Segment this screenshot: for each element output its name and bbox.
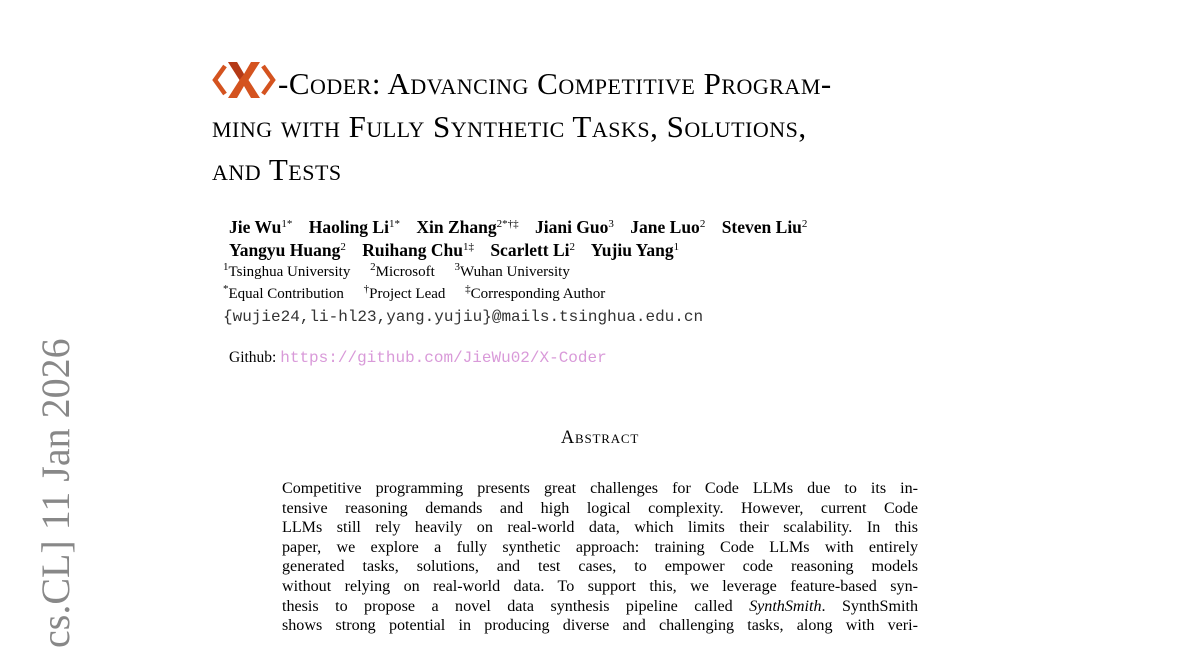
note-text: Equal Contribution — [228, 286, 344, 302]
abstract-line-tail: . SynthSmith — [821, 597, 918, 615]
title-line-1 — [212, 60, 1012, 105]
title-line-1-text: -Coder: Advancing Competitive Program- — [278, 66, 832, 101]
note-sup: † — [363, 283, 370, 295]
author — [591, 240, 679, 260]
affiliation-text: Tsinghua University — [228, 264, 351, 280]
author-sup: 3 — [608, 218, 614, 230]
affiliation-text: Wuhan University — [460, 264, 570, 280]
title-line-2: ming with Fully Synthetic Tasks, Solutions, — [212, 109, 807, 144]
github-line — [229, 349, 607, 367]
author-sup: 2 — [699, 218, 706, 230]
author — [490, 240, 575, 260]
author-sup: 1‡ — [462, 241, 474, 253]
note — [223, 283, 344, 302]
note — [465, 283, 606, 302]
author — [630, 217, 705, 237]
affiliation-sup: 2 — [370, 261, 376, 273]
abstract-line-text: thesis to propose a novel data synthesis pipeline called — [282, 597, 750, 615]
github-link[interactable]: https://github.com/JieWu02/X-Coder — [280, 349, 607, 367]
author-name: Yangyu Huang — [229, 240, 341, 260]
affiliation — [454, 261, 570, 280]
author — [362, 240, 474, 260]
abstract-line: without relying on real-world data. To support this, we leverage feature-based syn- — [282, 577, 918, 595]
affiliation — [370, 261, 435, 280]
author — [229, 240, 346, 260]
author-name: Scarlett Li — [490, 240, 570, 260]
affiliation — [223, 261, 351, 280]
affiliation-sup: 3 — [454, 261, 461, 273]
abstract-line: paper, we explore a fully synthetic approach: training Code LLMs with entirely — [282, 538, 918, 556]
author-sup: 2 — [340, 241, 346, 253]
note — [363, 283, 446, 302]
note-text: Project Lead — [369, 286, 446, 302]
title-line-3: and Tests — [212, 152, 342, 187]
author-name: Steven Liu — [721, 217, 802, 237]
author-sup: 2 — [801, 218, 808, 230]
affiliations — [223, 263, 923, 281]
abstract-line — [282, 597, 918, 617]
abstract-body — [282, 479, 918, 636]
author-sup: 1 — [673, 241, 680, 253]
author — [416, 217, 518, 237]
author-name: Haoling Li — [308, 217, 389, 237]
github-label: Github: — [229, 349, 277, 366]
author-name: Jie Wu — [229, 217, 282, 237]
author-name: Jane Luo — [630, 217, 700, 237]
author-sup: 1* — [281, 218, 293, 230]
arxiv-sidebar-id: cs.CL] 11 Jan 2026 — [33, 338, 78, 648]
author — [535, 217, 614, 237]
contribution-notes — [223, 285, 923, 303]
affiliation-text: Microsoft — [375, 264, 435, 280]
author-list — [229, 216, 989, 262]
note-sup: * — [223, 283, 229, 295]
author — [229, 217, 292, 237]
abstract-line: LLMs still rely heavily on real-world data, which limits their scalability. In this — [282, 519, 918, 537]
author — [722, 217, 808, 237]
author-name: Xin Zhang — [416, 217, 497, 237]
paper-title — [212, 60, 1012, 191]
author-sup: 1* — [388, 218, 400, 230]
abstract-line: generated tasks, solutions, and test cases, to empower code reasoning models — [282, 558, 918, 576]
author-sup: 2*†‡ — [496, 218, 519, 230]
author — [309, 217, 400, 237]
affiliation-sup: 1 — [223, 261, 229, 273]
author-name: Yujiu Yang — [590, 240, 674, 260]
author-name: Ruihang Chu — [362, 240, 463, 260]
author-name: Jiani Guo — [534, 217, 609, 237]
x-coder-logo — [212, 60, 276, 100]
abstract-line: tensive reasoning demands and high logical complexity. However, current Code — [282, 499, 918, 517]
author-sup: 2 — [569, 241, 576, 253]
abstract-line: Competitive programming presents great challenges for Code LLMs due to its in- — [282, 480, 918, 497]
abstract-heading: Abstract — [560, 428, 640, 448]
author-row-1 — [229, 216, 989, 239]
abstract-line: shows strong potential in producing diverse and challenging tasks, along with veri- — [282, 617, 918, 635]
author-row-2 — [229, 239, 989, 262]
note-sup: ‡ — [465, 283, 471, 295]
note-text: Corresponding Author — [470, 286, 606, 302]
synthsmith-name: SynthSmith — [749, 597, 822, 615]
contact-email: {wujie24,li-hl23,yang.yujiu}@mails.tsinghua.edu.cn — [223, 308, 704, 326]
